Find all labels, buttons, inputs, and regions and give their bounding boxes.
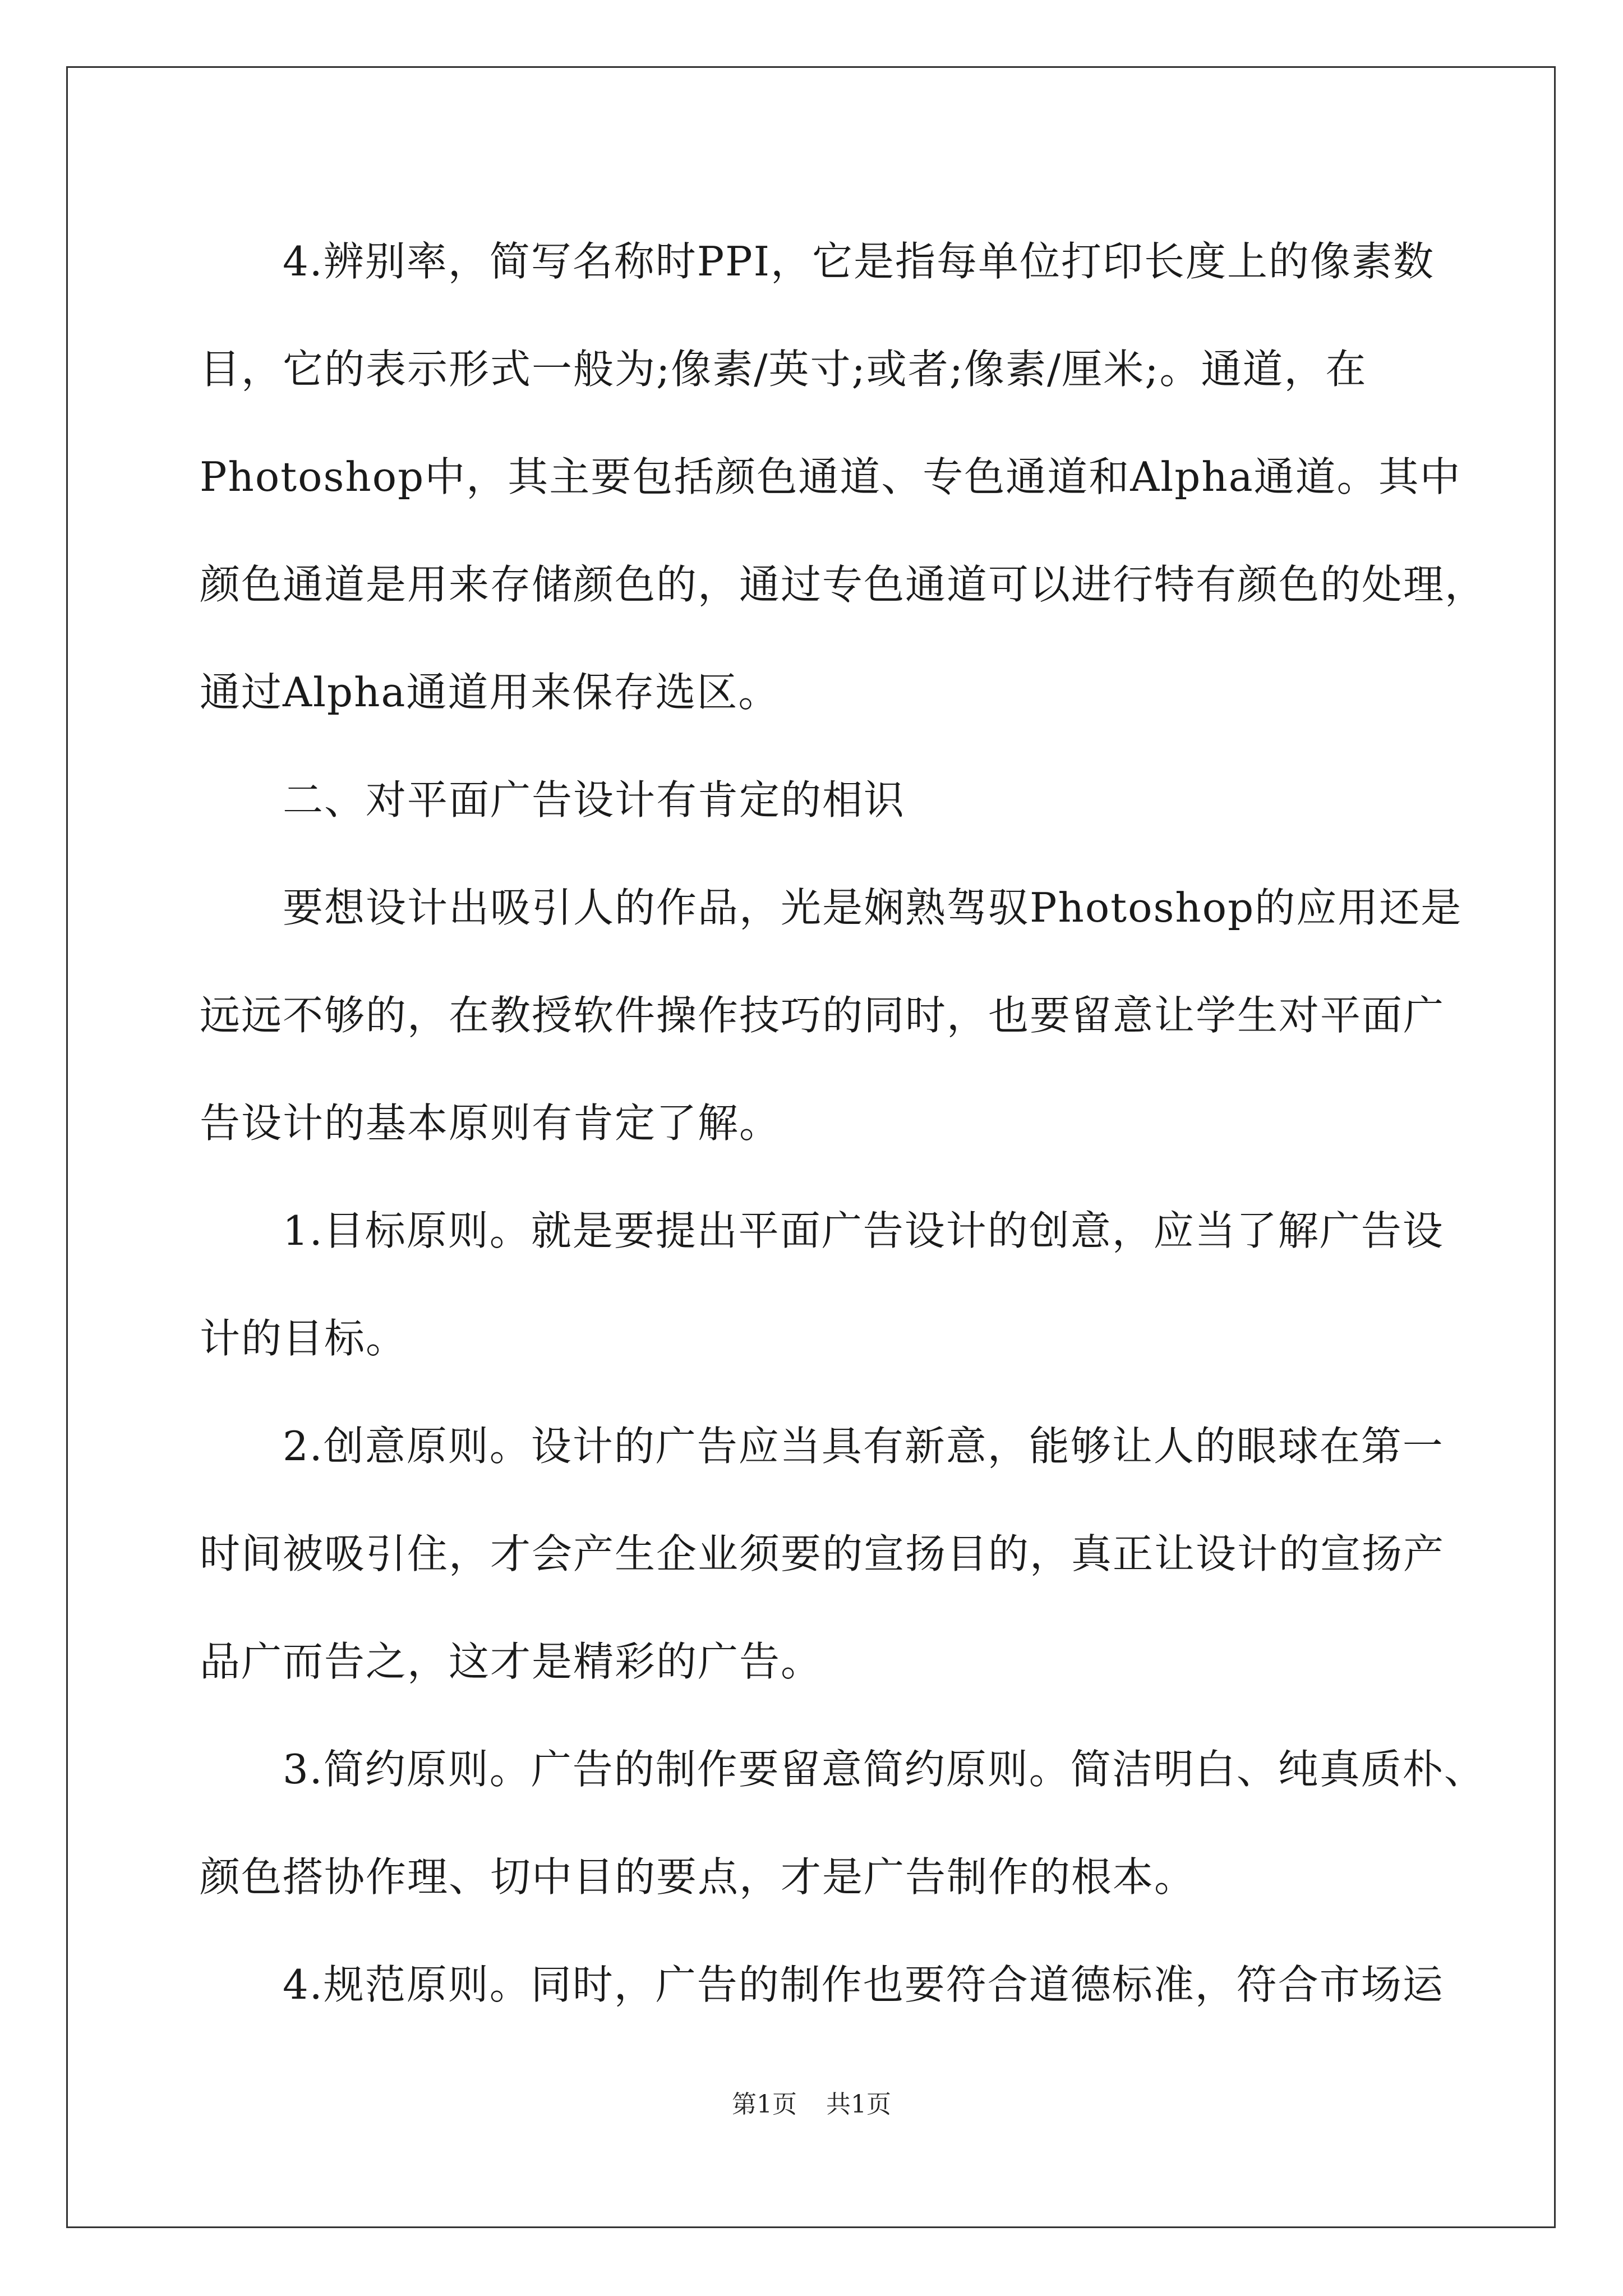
section-heading: 二、对平面广告设计有肯定的相识: [200, 776, 906, 823]
document-body: [200, 208, 1487, 2039]
text-line: 远远不够的，在教授软件操作技巧的同时，也要留意让学生对平面广: [200, 992, 1445, 1039]
text-line: 通过Alpha通道用来保存选区。: [200, 669, 780, 716]
text-line: 4.辨别率，简写名称时PPI，它是指每单位打印长度上的像素数: [200, 238, 1435, 285]
text-line: 颜色搭协作理、切中目的要点，才是广告制作的根本。: [200, 1853, 1196, 1901]
text-line: 2.创意原则。设计的广告应当具有新意，能够让人的眼球在第一: [200, 1423, 1444, 1470]
text-line: 告设计的基本原则有肯定了解。: [200, 1099, 781, 1147]
text-line: 目，它的表示形式一般为;像素/英寸;或者;像素/厘米;。通道，在: [200, 346, 1367, 393]
page-number: 第1页: [732, 2090, 797, 2119]
text-line: Photoshop中，其主要包括颜色通道、专色通道和Alpha通道。其中: [200, 453, 1461, 500]
text-line: 颜色通道是用来存储颜色的，通过专色通道可以进行特有颜色的处理，: [200, 561, 1487, 608]
text-line: 3.简约原则。广告的制作要留意简约原则。简洁明白、纯真质朴、: [200, 1746, 1486, 1793]
text-line: 4.规范原则。同时，广告的制作也要符合道德标准，符合市场运: [200, 1961, 1444, 2008]
page-total: 共1页: [826, 2090, 891, 2119]
page-footer: [0, 2084, 1623, 2120]
text-line: 1.目标原则。就是要提出平面广告设计的创意，应当了解广告设: [200, 1207, 1444, 1254]
text-line: 品广而告之，这才是精彩的广告。: [200, 1638, 823, 1685]
text-line: 要想设计出吸引人的作品，光是娴熟驾驭Photoshop的应用还是: [200, 884, 1463, 931]
text-line: 计的目标。: [200, 1315, 408, 1362]
text-line: 时间被吸引住，才会产生企业须要的宣扬目的，真正让设计的宣扬产: [200, 1530, 1445, 1577]
